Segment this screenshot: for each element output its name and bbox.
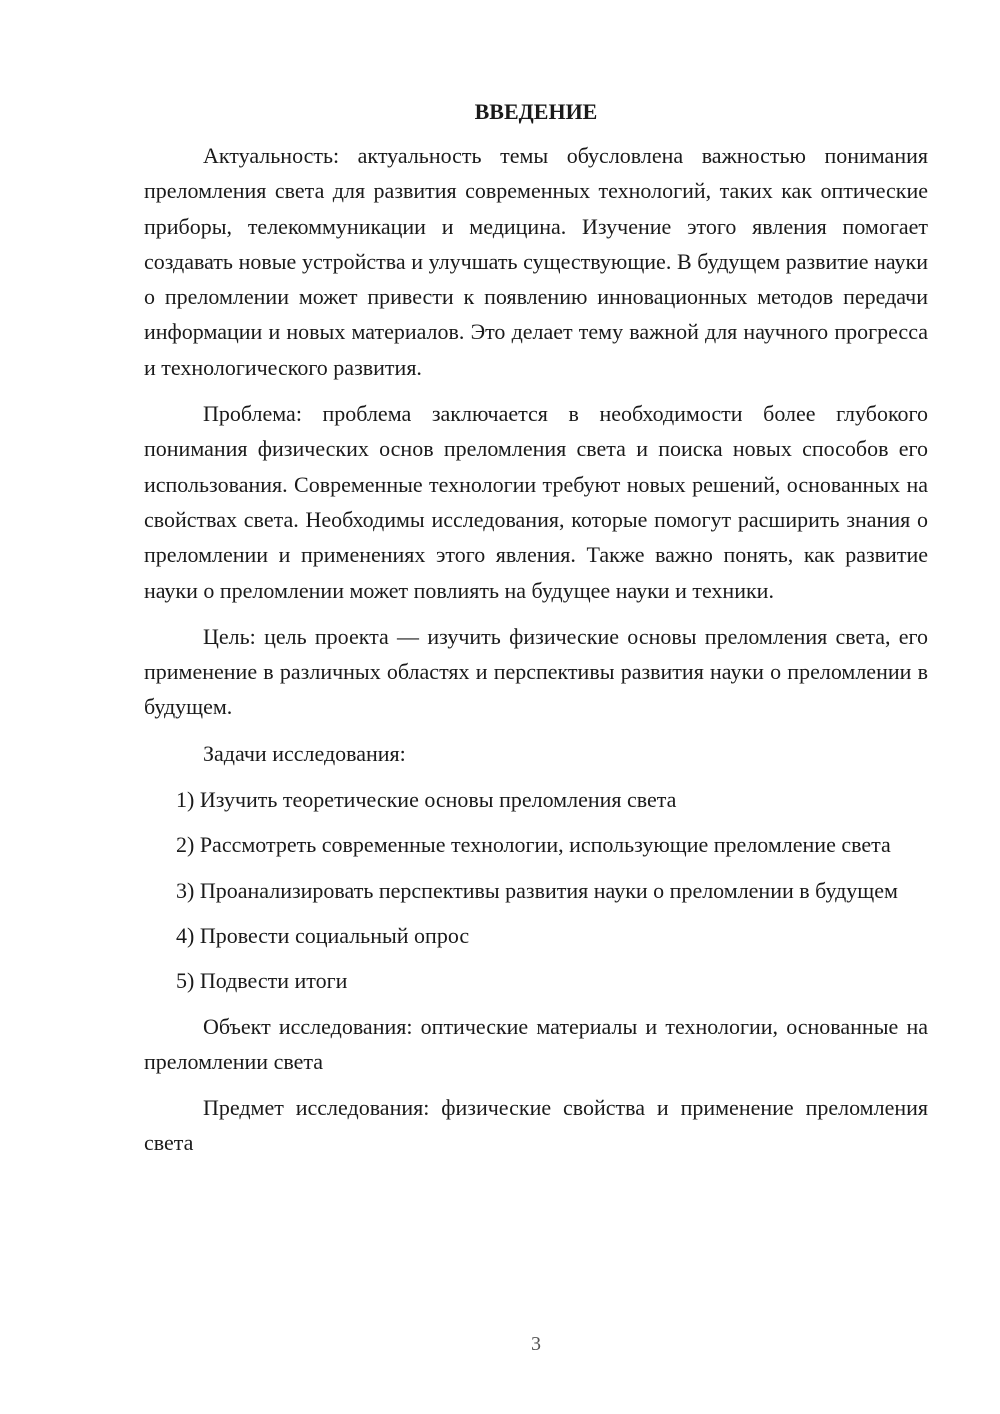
task-item: 4) Провести социальный опрос xyxy=(176,922,470,948)
page-content xyxy=(144,94,928,1172)
task-item: 2) Рассмотреть современные технологии, использующие преломление света xyxy=(176,832,891,858)
task-item: 3) Проанализировать перспективы развития науки о преломлении в будущем xyxy=(176,877,898,903)
paragraph-object: Объект исследования: оптические материалы и технологии, основанные на преломлении света xyxy=(144,1013,928,1074)
task-item: 5) Подвести итоги xyxy=(176,968,348,994)
paragraph-relevance: Актуальность: актуальность темы обусловлена важностью понимания преломления света для развития современных технологий, таких как оптические приборы, телекоммуникации и медицина. Изучение этого явления помогает создавать новые устройства и улучшать существующие. В будущем развитие науки о преломлении может привести к появлению инновационных методов передачи информации и новых материалов. Это делает тему важной для научного прогресса и технологического развития. xyxy=(144,143,928,380)
section-heading: ВВЕДЕНИЕ xyxy=(474,99,598,124)
paragraph-subject: Предмет исследования: физические свойства и применение преломления света xyxy=(144,1095,928,1156)
paragraph-tasks-heading: Задачи исследования: xyxy=(203,740,406,766)
task-item: 1) Изучить теоретические основы преломления света xyxy=(176,787,677,813)
paragraph-problem: Проблема: проблема заключается в необходимости более глубокого понимания физических основ преломления света и поиска новых способов его использования. Современные технологии требуют новых решений, основанных на свойствах света. Необходимы исследования, которые помогут расширить знания о преломлении и применениях этого явления. Также важно понять, как развитие науки о преломлении может повлиять на будущее науки и техники. xyxy=(144,401,928,603)
paragraph-goal: Цель: цель проекта — изучить физические основы преломления света, его применение в различных областях и перспективы развития науки о преломлении в будущем. xyxy=(144,623,928,720)
page-number: 3 xyxy=(531,1333,541,1355)
